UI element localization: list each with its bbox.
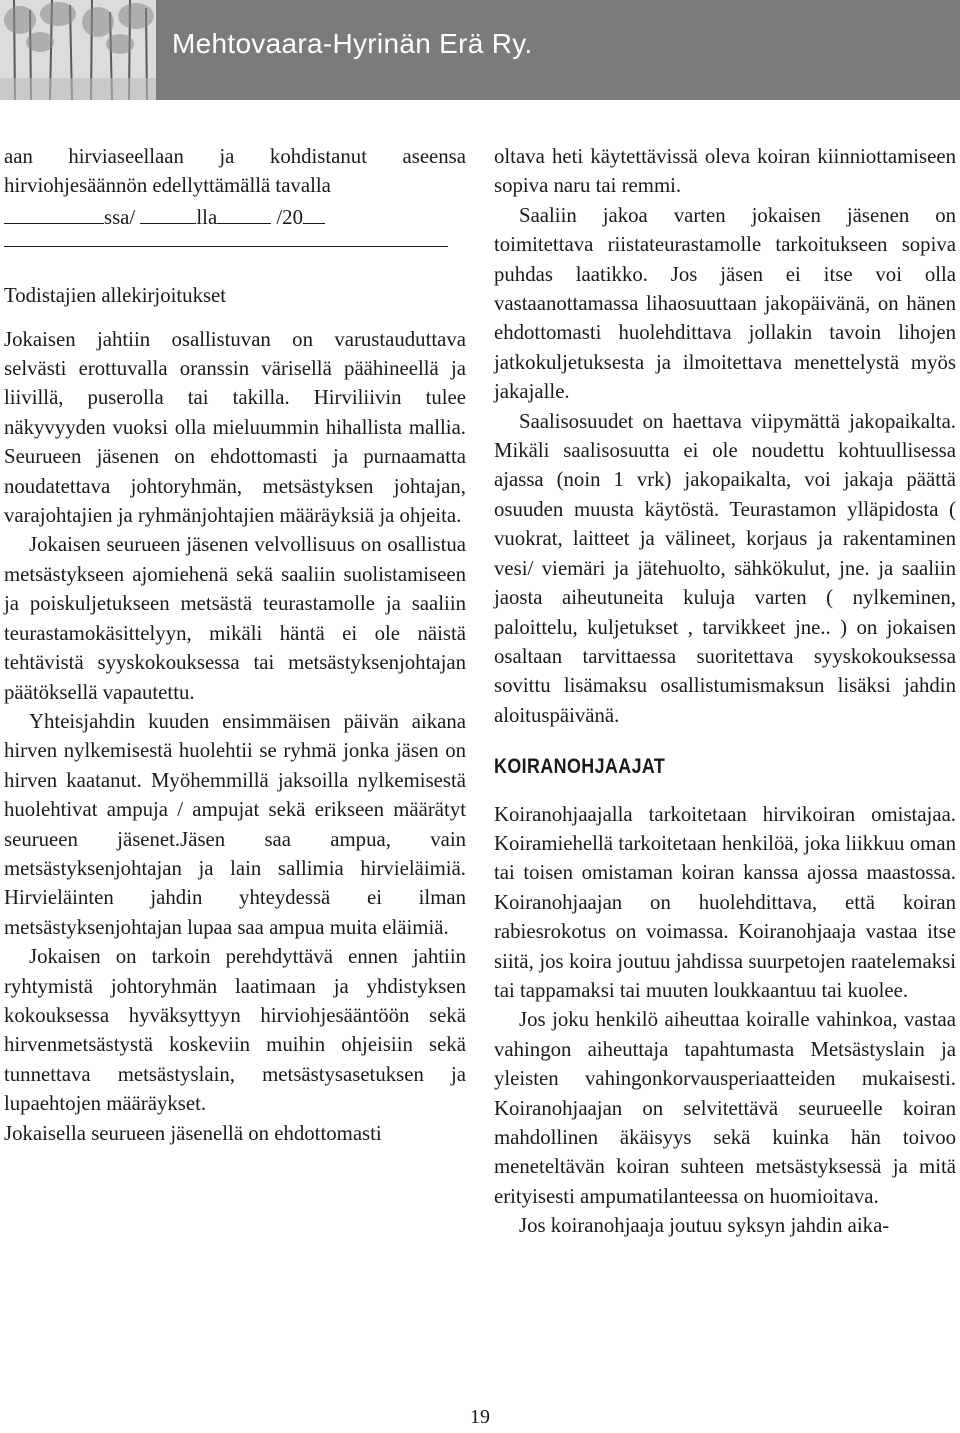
left-column xyxy=(4,142,466,1148)
left-paragraph-6: Jokaisella seurueen jäsenellä on ehdottomasti xyxy=(4,1121,382,1145)
left-paragraph-2: Jokaisen jahtiin osallistuvan on varustauduttava selvästi erottuvalla oranssin värisellä päähineellä ja liivillä, puserolla tai takilla. Hirviliivin tulee näkyvyyden vuoksi olla mieluummin hihallista mallia. Seurueen jäsenen on ehdottomasti ja purnaamatta noudatettava johtoryhmän, metsästyksen johtajan, varajohtajien ja ryhmänjohtajien määräyksiä ja ohjeita. xyxy=(4,327,466,528)
right-paragraph-1: oltava heti käytettävissä oleva koiran kiinniottamiseen sopiva naru tai remmi. xyxy=(494,145,956,198)
place-blank xyxy=(4,201,104,224)
left-paragraph-4: Yhteisjahdin kuuden ensimmäisen päivän aikana hirven nylkemisestä huolehtii se ryhmä jonka jäsen on hirven kaatanut. Myöhemmillä jaksoilla nylkemisestä huolehtivat ampuja / ampujat sekä erikseen määrätyt seurueen jäsenet.Jäsen saa ampua, vain metsästyksenjohtajan ja lain sallimia hirvieläimiä. Hirvieläinten jahdin yhteydessä ei ilman metsästyksenjohtajan lupaa saa ampua muita eläimiä. xyxy=(4,709,466,939)
left-paragraph-1: aan hirviaseellaan ja kohdistanut aseensa hirviohjesäännön edellyttämällä tavalla xyxy=(4,145,466,198)
witness-signatures-label: Todistajien allekirjoitukset xyxy=(4,284,227,308)
right-paragraph-4: Koiranohjaajalla tarkoitetaan hirvikoiran omistajaa. Koiramiehellä tarkoitetaan henkilöä, joka liikkuu oman tai toisen omistaman koiran kanssa ajossa maastossa. Koiranohjaajan on huolehdittava, että koiran rabiesrokotus on voimassa. Koiranohjaaja vastaa itse siitä, jos koira joutuu jahdissa suurpetojen raatelemaksi tai tappamaksi tai muuten loukkaantuu tai kuolee. xyxy=(494,802,956,1002)
forest-trees-icon xyxy=(0,0,156,100)
signature-line xyxy=(4,232,448,247)
forest-photo xyxy=(0,0,156,100)
left-paragraph-3: Jokaisen seurueen jäsenen velvollisuus on osallistua metsästykseen ajomiehenä sekä saaliin suolistamiseen ja poiskuljetukseen metsästä teurastamolle ja saaliin teurastamokäsittelyyn, mikäli häntä ei ole näistä tehtävistä syyskokouksessa tai metsästyksenjohtajan päätöksellä vapautettu. xyxy=(4,533,466,704)
section-heading-koiranohjaajat: KOIRANOHJAAJAT xyxy=(494,755,666,779)
right-column xyxy=(494,142,956,1241)
association-title: Mehtovaara-Hyrinän Erä Ry. xyxy=(172,28,533,59)
place-blank-2 xyxy=(140,201,196,224)
sig-lla-label: lla xyxy=(196,205,218,229)
right-paragraph-3: Saalisosuudet on haettava viipymättä jakopaikalta. Mikäli saalisosuutta ei ole noudettu kohtuullisessa ajassa (noin 1 vrk) jakopaikalta, voi jakaja päättä osuuden muusta käytöstä. Teurastamon ylläpidosta ( vuokrat, laitteet ja välineet, korjaus ja rakentaminen vesi/ viemäri ja jätehuolto, sähkökulut, jne. ja saaliin jaosta aiheutuneita kuluja varten ( nylkeminen, paloittelu, kuljetukset , tarvikkeet jne.. ) on jokaisen osaltaan tarvittaessa suoritettava syyskokouksessa sovittu lisämaksu osallistumismaksun lisäksi jahdin aloituspäivänä. xyxy=(494,409,956,727)
signature-place-date-line xyxy=(4,201,466,232)
right-paragraph-6: Jos koiranohjaaja joutuu syksyn jahdin aika- xyxy=(519,1214,890,1238)
right-paragraph-2: Saaliin jakoa varten jokaisen jäsenen on toimitettava riistateurastamolle tarkoitukseen sopiva puhdas laatikko. Jos jäsen ei itse voi olla vastaanottamassa lihaosuuttaan jakopäivänä, on hänen ehdottomasti huolehdittava jollakin tavoin lihojen jatkokuljetuksesta ja ilmoitettava menettelystä myös jakajalle. xyxy=(494,203,956,404)
page-number: 19 xyxy=(470,1406,490,1428)
day-blank xyxy=(217,201,271,224)
year-blank xyxy=(303,201,325,224)
right-paragraph-5: Jos joku henkilö aiheuttaa koiralle vahinkoa, vastaa vahingon aiheuttaja tapahtumasta Metsästyslain ja yleisten vahingonkorvausperiaatteiden mukaisesti. Koiranohjaajan on selvitettävä seurueelle koiran mahdollinen äkäisyys sekä kuinka hän toivoo meneteltävän koiran suhteen metsästyksessä ja mitä erityisesti ampumatilanteessa on huomioitava. xyxy=(494,1008,956,1208)
sig-year-label: /20 xyxy=(276,205,303,229)
page-header xyxy=(0,0,960,100)
left-paragraph-5: Jokaisen on tarkoin perehdyttävä ennen jahtiin ryhtymistä johtoryhmän laatimaan ja yhdistyksen kokouksessa hyväksyttyyn hirviohjesääntöön sekä hirvenmetsästystä koskeviin muihin ohjeisiin sekä tunnettava metsästyslain, metsästysasetuksen ja lupaehtojen määräykset. xyxy=(4,945,466,1116)
sig-ssa-label: ssa/ xyxy=(104,205,136,229)
